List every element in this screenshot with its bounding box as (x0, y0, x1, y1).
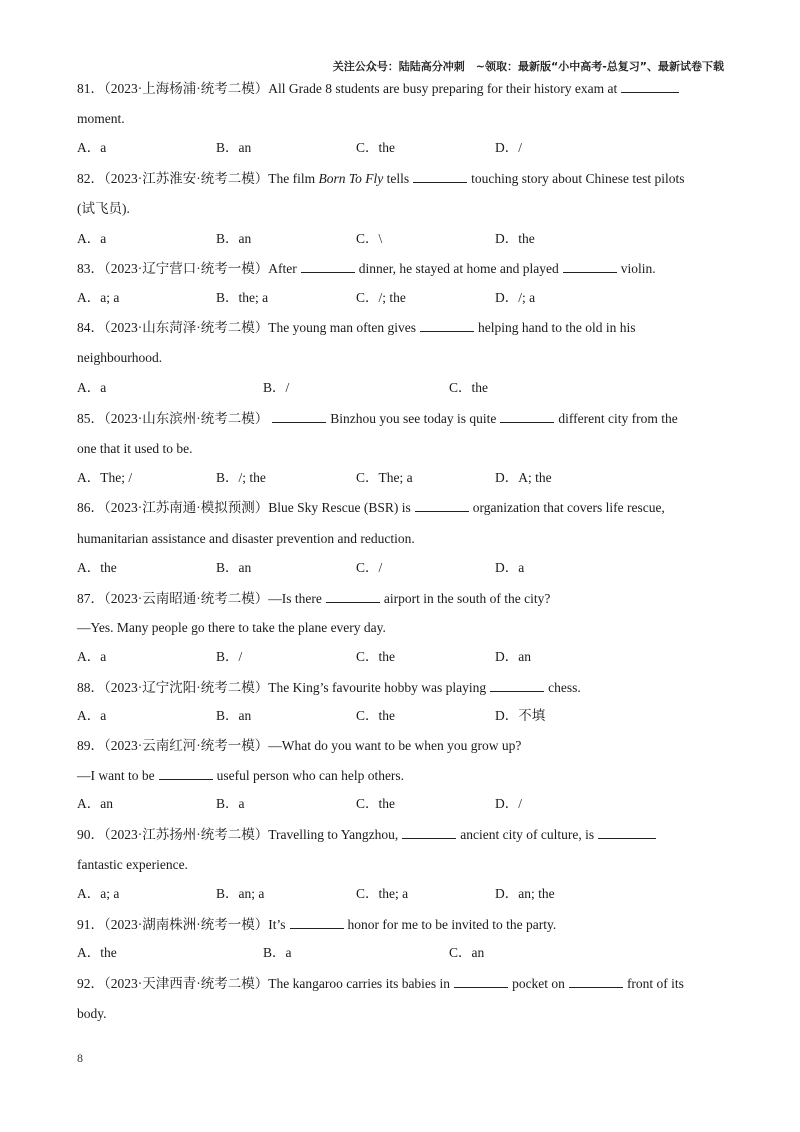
option-a: A．a (77, 231, 107, 246)
option-b: B．an (216, 231, 252, 246)
answer-blank (563, 260, 617, 273)
option-b: B．an (216, 560, 252, 575)
question-82-cont: (试飞员). (77, 201, 130, 216)
option-a: A．a; a (77, 290, 120, 305)
question-81: 81．（2023·上海杨浦·统考二模）All Grade 8 students are busy preparing for their history exam at (77, 80, 683, 97)
option-a: A．an (77, 796, 113, 811)
question-89: 89．（2023·云南红河·统考一模）—What do you want to be when you grow up? (77, 738, 522, 753)
option-b: B．an; a (216, 886, 265, 901)
option-c: C．the (356, 708, 395, 723)
answer-blank (500, 410, 554, 423)
option-b: B．a (263, 945, 292, 960)
question-91: 91．（2023·湖南株洲·统考一模）It’s honor for me to be invited to the party. (77, 917, 557, 932)
option-a: A．a; a (77, 886, 120, 901)
option-b: B．an (216, 140, 252, 155)
question-85: 85．（2023·山东滨州·统考二模） Binzhou you see today is quite different city from the (77, 411, 678, 426)
question-87: 87．（2023·云南昭通·统考二模）—Is there airport in the south of the city? (77, 591, 551, 606)
page-header: 关注公众号：陆陆高分冲刺 ~领取：最新版“小中高考-总复习”、最新试卷下载 (332, 60, 724, 73)
option-d: D．A; the (495, 470, 552, 485)
question-86: 86．（2023·江苏南通·模拟预测）Blue Sky Rescue (BSR) is organization that covers life rescue, (77, 500, 665, 515)
option-c: C．an (449, 945, 485, 960)
option-b: B．an (216, 708, 252, 723)
answer-blank (420, 319, 474, 332)
answer-blank (598, 826, 656, 839)
option-c: C．/; the (356, 290, 406, 305)
answer-blank (159, 767, 213, 780)
question-90-cont: fantastic experience. (77, 857, 188, 872)
option-d: D．an (495, 649, 531, 664)
option-a: A．a (77, 140, 107, 155)
option-a: A．a (77, 708, 107, 723)
question-88: 88．（2023·辽宁沈阳·统考二模）The King’s favourite hobby was playing chess. (77, 680, 581, 695)
answer-blank (326, 590, 380, 603)
answer-blank (569, 975, 623, 988)
question-89-cont: —I want to be useful person who can help others. (77, 768, 405, 783)
option-c: C．\ (356, 231, 383, 246)
answer-blank (290, 916, 344, 929)
answer-blank (621, 80, 679, 93)
answer-blank (454, 975, 508, 988)
option-c: C．the (356, 140, 395, 155)
option-c: C．the (356, 796, 395, 811)
question-81-cont: moment. (77, 111, 125, 126)
option-a: A．a (77, 380, 107, 395)
question-87-cont: —Yes. Many people go there to take the plane every day. (77, 620, 386, 635)
page-number: 8 (77, 1051, 83, 1065)
option-b: B．a (216, 796, 245, 811)
option-a: A．a (77, 649, 107, 664)
option-b: B．the; a (216, 290, 269, 305)
option-d: D．/ (495, 796, 522, 811)
option-c: C．/ (356, 560, 383, 575)
option-c: C．the (356, 649, 395, 664)
option-c: C．The; a (356, 470, 413, 485)
answer-blank (490, 679, 544, 692)
question-92: 92．（2023·天津西青·统考二模）The kangaroo carries its babies in pocket on front of its (77, 976, 684, 991)
question-90: 90．（2023·江苏扬州·统考二模）Travelling to Yangzhou, ancient city of culture, is (77, 826, 660, 843)
question-92-cont: body. (77, 1006, 107, 1021)
option-c: C．the (449, 380, 488, 395)
option-d: D．the (495, 231, 535, 246)
option-a: A．the (77, 560, 117, 575)
question-86-cont: humanitarian assistance and disaster prevention and reduction. (77, 531, 415, 546)
option-b: B．/; the (216, 470, 266, 485)
answer-blank (402, 826, 456, 839)
option-c: C．the; a (356, 886, 409, 901)
question-83: 83．（2023·辽宁营口·统考一模）After dinner, he stayed at home and played violin. (77, 261, 656, 276)
option-b: B．/ (216, 649, 243, 664)
option-a: A．The; / (77, 470, 133, 485)
option-a: A．the (77, 945, 117, 960)
question-84: 84．（2023·山东菏泽·统考二模）The young man often gives helping hand to the old in his (77, 320, 636, 335)
answer-blank (301, 260, 355, 273)
option-d: D．an; the (495, 886, 555, 901)
answer-blank (272, 410, 326, 423)
option-d: D．/ (495, 140, 522, 155)
question-84-cont: neighbourhood. (77, 350, 163, 365)
answer-blank (415, 499, 469, 512)
answer-blank (413, 170, 467, 183)
option-d: D．不填 (495, 708, 546, 723)
question-85-cont: one that it used to be. (77, 441, 193, 456)
option-d: D．a (495, 560, 525, 575)
option-d: D．/; a (495, 290, 536, 305)
option-b: B．/ (263, 380, 290, 395)
question-82: 82．（2023·江苏淮安·统考二模）The film Born To Fly tells touching story about Chinese test pilots (77, 171, 685, 186)
